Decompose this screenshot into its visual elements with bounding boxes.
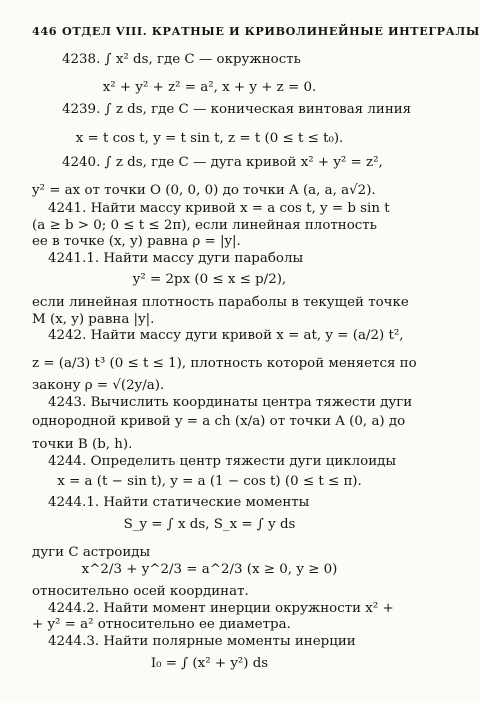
text-line: точки B (b, h). — [32, 437, 133, 452]
text-line: y² = ax от точки O (0, 0, 0) до точки A (a, a, a√2). — [32, 183, 376, 198]
text-line: ее в точке (x, y) равна ρ = |y|. — [32, 234, 241, 249]
text-line: если линейная плотность параболы в текущей точке — [32, 295, 409, 310]
text-line: x = a (t − sin t), y = a (1 − cos t) (0 ≤ t ≤ π). — [57, 474, 362, 489]
text-line: x^2/3 + y^2/3 = a^2/3 (x ≥ 0, y ≥ 0) — [81, 562, 338, 577]
text-line: z = (a/3) t³ (0 ≤ t ≤ 1), плотность которой меняется по — [32, 356, 417, 371]
text-line: (a ≥ b > 0; 0 ≤ t ≤ 2π), если линейная плотность — [32, 218, 377, 233]
text-line: 4243. Вычислить координаты центра тяжести дуги — [48, 395, 413, 410]
text-line: дуги C астроиды — [32, 545, 151, 560]
text-line: y² = 2px (0 ≤ x ≤ p/2), — [132, 272, 287, 287]
text-line: однородной кривой y = a ch (x/a) от точки A (0, a) до — [32, 414, 406, 429]
text-line: 4244.1. Найти статические моменты — [48, 495, 310, 510]
page-number: 446 — [32, 24, 58, 38]
text-line: x² + y² + z² = a², x + y + z = 0. — [102, 80, 317, 95]
text-line: 4240. ∫ z ds, где C — дуга кривой x² + y² = z², — [62, 155, 383, 170]
text-line: 4241. Найти массу кривой x = a cos t, y = b sin t — [48, 201, 390, 216]
text-line: 4244. Определить центр тяжести дуги циклоиды — [48, 454, 397, 469]
text-line: + y² = a² относительно ее диаметра. — [32, 617, 291, 632]
text-line: 4244.3. Найти полярные моменты инерции — [48, 634, 356, 649]
text-line: относительно осей координат. — [32, 584, 249, 599]
text-line: 4239. ∫ z ds, где C — коническая винтовая линия — [62, 102, 412, 117]
text-line: закону ρ = √(2y/a). — [32, 378, 165, 393]
running-title: ОТДЕЛ VIII. КРАТНЫЕ И КРИВОЛИНЕЙНЫЕ ИНТЕГРАЛЫ — [62, 24, 480, 38]
text-line: 4242. Найти массу дуги кривой x = at, y = (a/2) t², — [48, 328, 404, 343]
text-line: 4241.1. Найти массу дуги параболы — [48, 251, 304, 266]
text-line: 4244.2. Найти момент инерции окружности x² + — [48, 601, 394, 616]
text-line: I₀ = ∫ (x² + y²) ds — [150, 656, 269, 671]
text-line: M (x, y) равна |y|. — [32, 312, 155, 327]
text-line: S_y = ∫ x ds, S_x = ∫ y ds — [123, 517, 296, 532]
text-line: 4238. ∫ x² ds, где C — окружность — [62, 52, 301, 67]
text-line: x = t cos t, y = t sin t, z = t (0 ≤ t ≤ t₀). — [75, 131, 344, 146]
